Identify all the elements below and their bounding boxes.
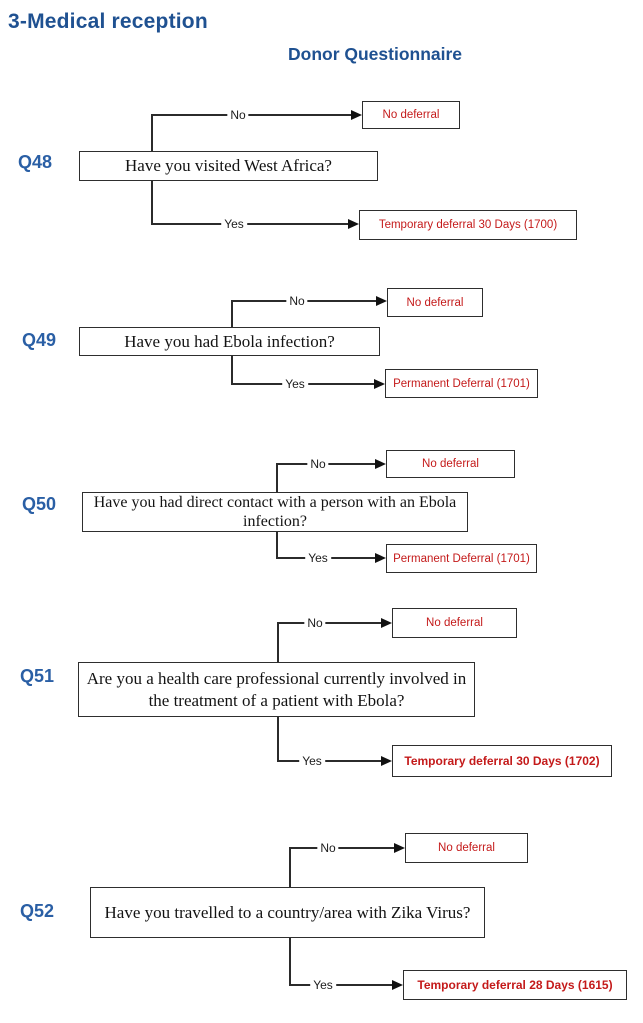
arrowhead-icon	[375, 459, 386, 469]
outcome-box-no-deferral: No deferral	[362, 101, 460, 129]
connector-line	[151, 223, 348, 225]
arrowhead-icon	[392, 980, 403, 990]
connector-line	[151, 115, 153, 151]
arrowhead-icon	[381, 756, 392, 766]
branch-no-label: No	[317, 841, 338, 855]
question-id-label: Q48	[18, 152, 53, 172]
outcome-box-no-deferral: No deferral	[392, 608, 517, 638]
question-box: Have you had Ebola infection?	[79, 327, 380, 356]
connector-line	[289, 984, 392, 986]
outcome-box-no-deferral: No deferral	[405, 833, 528, 863]
connector-line	[151, 114, 351, 116]
branch-no-label: No	[227, 108, 248, 122]
connector-line	[231, 356, 233, 384]
question-id-label: Q49	[22, 330, 57, 350]
connector-line	[276, 532, 278, 558]
outcome-box-no-deferral: No deferral	[387, 288, 483, 317]
outcome-box-no-deferral: No deferral	[386, 450, 515, 478]
branch-no-label: No	[304, 616, 325, 630]
outcome-box-deferral: Temporary deferral 30 Days (1702)	[392, 745, 612, 777]
question-box: Are you a health care professional currently involved in the treatment of a patient with Ebola?	[78, 662, 475, 717]
arrowhead-icon	[394, 843, 405, 853]
question-id-label: Q51	[20, 666, 55, 686]
arrowhead-icon	[348, 219, 359, 229]
branch-yes-label: Yes	[305, 551, 331, 565]
branch-yes-label: Yes	[299, 754, 325, 768]
connector-line	[276, 464, 278, 492]
connector-line	[277, 717, 279, 761]
arrowhead-icon	[376, 296, 387, 306]
outcome-box-deferral: Temporary deferral 28 Days (1615)	[403, 970, 627, 1000]
question-id-label: Q50	[22, 494, 57, 514]
arrowhead-icon	[381, 618, 392, 628]
connector-line	[277, 622, 381, 624]
arrowhead-icon	[351, 110, 362, 120]
outcome-box-deferral: Temporary deferral 30 Days (1700)	[359, 210, 577, 240]
outcome-box-deferral: Permanent Deferral (1701)	[385, 369, 538, 398]
chart-subtitle: Donor Questionnaire	[288, 44, 463, 64]
question-id-label: Q52	[20, 901, 55, 921]
branch-no-label: No	[286, 294, 307, 308]
connector-line	[277, 760, 381, 762]
question-box: Have you had direct contact with a person with an Ebola infection?	[82, 492, 468, 532]
branch-yes-label: Yes	[310, 978, 336, 992]
branch-yes-label: Yes	[221, 217, 247, 231]
page-title: 3-Medical reception	[8, 10, 208, 33]
connector-line	[151, 181, 153, 224]
connector-line	[289, 848, 291, 887]
connector-line	[277, 623, 279, 662]
question-box: Have you visited West Africa?	[79, 151, 378, 181]
arrowhead-icon	[374, 379, 385, 389]
arrowhead-icon	[375, 553, 386, 563]
question-box: Have you travelled to a country/area with Zika Virus?	[90, 887, 485, 938]
connector-line	[231, 301, 233, 327]
branch-yes-label: Yes	[282, 377, 308, 391]
connector-line	[289, 847, 394, 849]
branch-no-label: No	[307, 457, 328, 471]
connector-line	[289, 938, 291, 985]
outcome-box-deferral: Permanent Deferral (1701)	[386, 544, 537, 573]
